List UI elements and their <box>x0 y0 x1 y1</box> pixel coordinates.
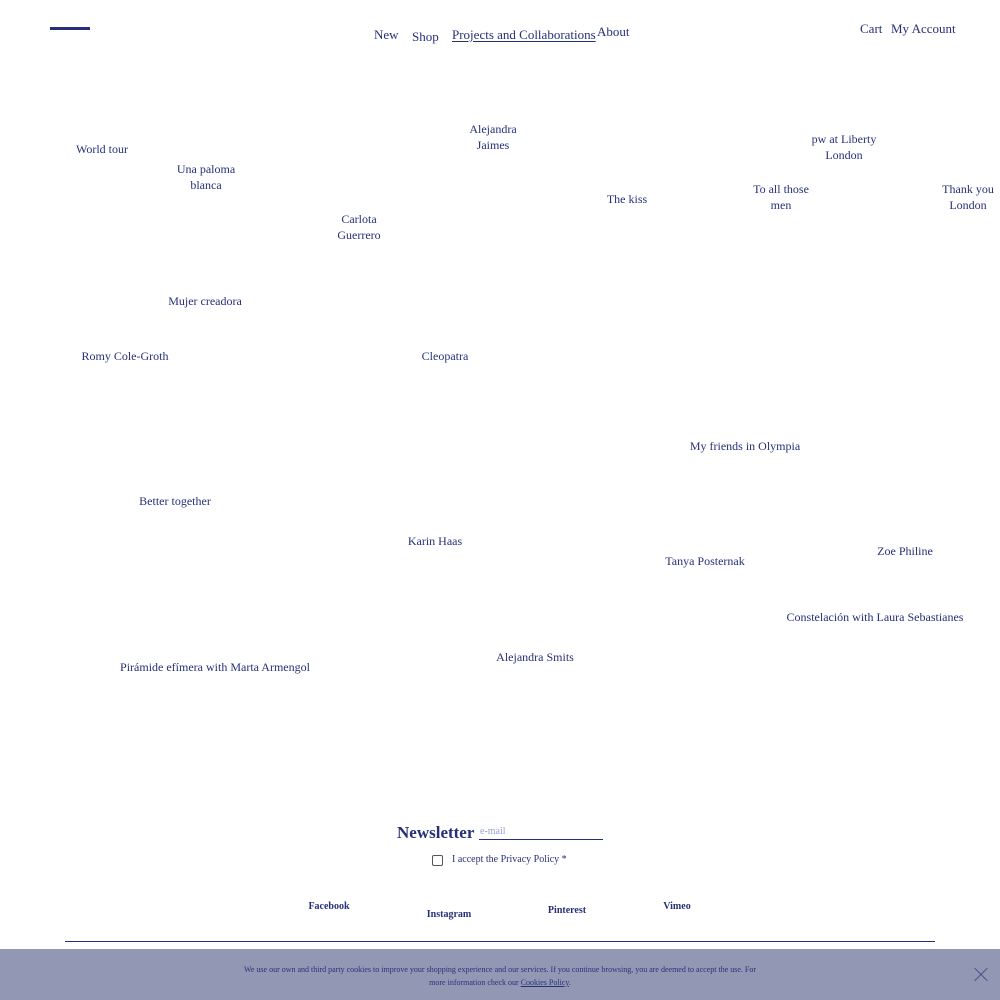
cookie-text-line1: We use our own and third party cookies to improve your shopping experience and our services. If you continue browsing, you are deemed to accept the use. For <box>243 965 757 974</box>
footer-divider <box>65 941 935 942</box>
project-line: London <box>825 148 863 162</box>
project-alejandra-jaimes[interactable] <box>469 121 516 153</box>
project-to-all-those-men[interactable] <box>753 181 809 213</box>
project-thank-you-london[interactable] <box>942 181 994 213</box>
project-tanya-posternak[interactable]: Tanya Posternak <box>665 554 745 568</box>
my-account-link[interactable]: My Account <box>891 21 956 36</box>
project-line: Alejandra <box>469 122 517 136</box>
newsletter-title: Newsletter <box>397 823 475 842</box>
project-world-tour[interactable]: World tour <box>75 142 129 156</box>
project-line: London <box>949 198 987 212</box>
privacy-policy-label[interactable]: I accept the Privacy Policy * <box>452 854 567 865</box>
project-line: To all those <box>753 182 809 196</box>
project-cleopatra[interactable]: Cleopatra <box>421 349 469 363</box>
pinterest-link[interactable]: Pinterest <box>547 905 587 916</box>
project-better-together[interactable]: Better together <box>139 494 211 508</box>
project-alejandra-smits[interactable]: Alejandra Smits <box>496 650 574 664</box>
nav-new[interactable]: New <box>374 27 399 42</box>
project-carlota-guerrero[interactable] <box>337 211 380 243</box>
project-line: Carlota <box>341 212 377 226</box>
project-piramide-efimera[interactable]: Pirámide efímera with Marta Armengol <box>120 660 310 674</box>
project-line: pw at Liberty <box>811 132 877 146</box>
privacy-policy-checkbox[interactable] <box>432 855 443 866</box>
close-icon[interactable] <box>973 967 989 983</box>
cookie-banner-text <box>220 964 780 989</box>
project-line: Jaimes <box>476 138 510 152</box>
newsletter-email-input[interactable] <box>479 824 603 840</box>
project-constelacion[interactable]: Constelación with Laura Sebastianes <box>786 610 964 624</box>
cookie-text-suffix: . <box>568 977 571 987</box>
cookie-text-line2: more information check our <box>429 977 521 987</box>
project-romy-cole-groth[interactable]: Romy Cole-Groth <box>81 349 169 363</box>
nav-projects[interactable]: Projects and Collaborations <box>452 27 596 42</box>
project-line: Thank you <box>942 182 994 196</box>
project-my-friends-in-olympia[interactable]: My friends in Olympia <box>689 439 801 453</box>
project-pw-at-liberty-london[interactable] <box>812 131 877 163</box>
nav-about[interactable]: About <box>597 24 630 39</box>
project-line: Una paloma <box>176 162 236 176</box>
project-line: blanca <box>190 178 222 192</box>
project-line: men <box>770 198 792 212</box>
project-mujer-creadora[interactable]: Mujer creadora <box>168 294 242 308</box>
cookies-policy-link[interactable]: Cookies Policy <box>520 977 569 987</box>
project-karin-haas[interactable]: Karin Haas <box>407 534 463 548</box>
nav-shop[interactable]: Shop <box>412 29 439 44</box>
facebook-link[interactable]: Facebook <box>308 901 350 912</box>
project-line: Guerrero <box>337 228 381 242</box>
instagram-link[interactable]: Instagram <box>426 909 472 920</box>
vimeo-link[interactable]: Vimeo <box>663 901 691 912</box>
cart-link[interactable]: Cart <box>860 21 883 36</box>
project-the-kiss[interactable]: The kiss <box>606 192 648 206</box>
logo[interactable] <box>50 27 90 30</box>
project-una-paloma-blanca[interactable] <box>177 161 235 193</box>
project-zoe-philine[interactable]: Zoe Philine <box>877 544 933 558</box>
